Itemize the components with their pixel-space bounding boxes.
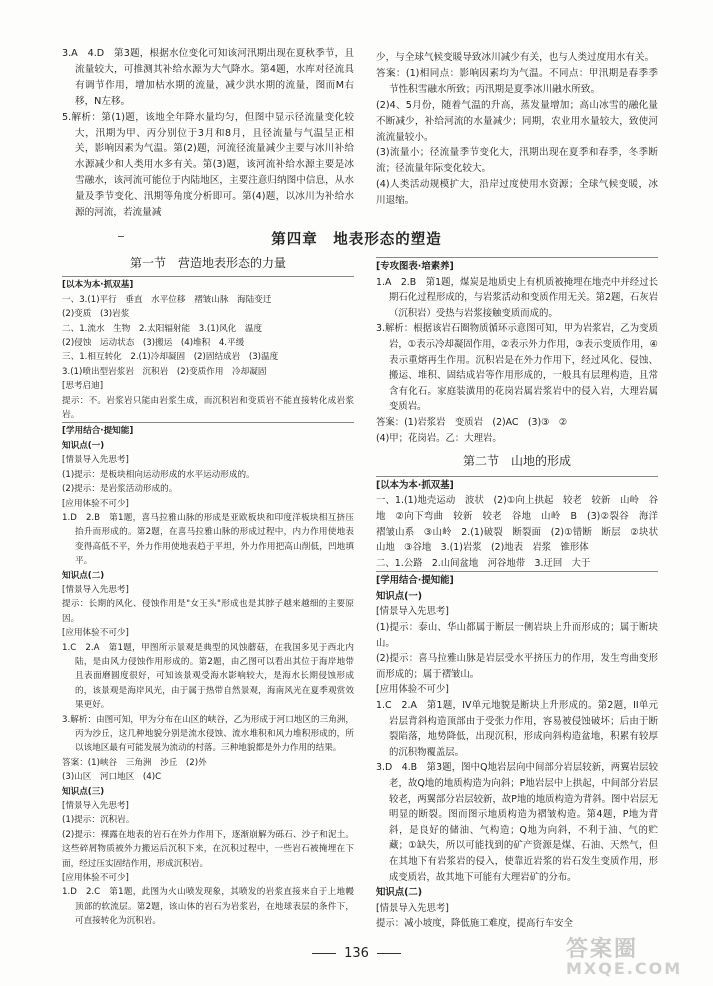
text-line: [以本为本·抓双基]	[62, 276, 354, 292]
text-line: [以本为本·抓双基]	[376, 476, 658, 494]
left-column-top	[62, 46, 354, 221]
watermark-logo: 答案圈	[566, 937, 639, 962]
text-line: 答案：(1)岩浆岩 变质岩 (2)AC (3)③ ②	[376, 416, 568, 428]
chapter-title: 第四章 地表形态的塑造	[271, 232, 442, 248]
text-line: 少，与全球气候变暖导致冰川减少有关，也与人类过度用水有关。	[376, 52, 655, 63]
text-line: 提示：长期的风化、侵蚀作用是"女王头"形成也是其脖子越来越细的主要原因。	[62, 599, 354, 624]
text-line: [情景导入先思考]	[62, 801, 129, 812]
text-line: [情景导入先思考]	[62, 455, 129, 466]
text-line: 二、1.流水 生物 2.太阳辐射能 3.(1)风化 温度	[62, 323, 263, 334]
text-line: 答案：(1)峡谷 三角洲 沙丘 (2)外	[62, 757, 207, 768]
text-line: 知识点(三)	[62, 786, 105, 797]
text-line: 一、1.(1)地壳运动 波状 (2)①向上拱起 较老 较新 山岭 谷地 ②向下弯曲 较新 较老 谷地 山岭 B (3)②裂谷 海洋 褶皱山系 ③山岭 2.(1)破裂 断裂面 (2)①错断 断层 ②块状山地 ③谷地 3.(1)岩浆 (2)地表 岩浆 锥形体	[376, 495, 668, 554]
text-line: (4)人类活动规模扩大，沿岸过度使用水资源；全球气候变暖，冰川退缩。	[376, 179, 658, 207]
text-line: 提示：减小坡度，降低施工难度，提高行车安全	[376, 918, 573, 930]
text-line: 答案：(1)相同点：影响因素均为气温。不同点：甲汛期是春季季节性积雪融水所致；丙汛期是夏季冰川融水所致。	[376, 67, 658, 95]
text-line: (2)变质 (3)岩浆	[62, 309, 130, 320]
left-column-bottom	[62, 248, 354, 929]
text-line: 1.D 2.B 第1题，喜马拉雅山脉的形成是亚欧板块和印度洋板块相互挤压抬升而形成的。第2题，在喜马拉雅山脉的形成过程中，内力作用使地表变得高低不平，外力作用使地表趋于平坦，外力作用把高山削低，凹地填平。	[62, 512, 354, 567]
right-column-top	[376, 50, 658, 209]
text-line: [学用结合·提知能]	[376, 571, 658, 589]
text-line: 一、3.(1)平行 垂直 水平位移 褶皱山脉 海陆变迁	[62, 294, 272, 305]
text-line: 1.C 2.A 第1题，IV单元地貌是断块上升形成的。第2题，II单元岩层背斜构造顶部由于受张力作用，容易被侵蚀破坏；后由于断裂陷落，地势降低，出现沉积，形成向斜构造盆地，积累有较厚的沉积物覆盖层。	[376, 700, 658, 758]
text-line: (2)提示：裸露在地表的岩石在外力作用下，逐渐崩解为砾石、沙子和泥土。这些碎屑物质被外力搬运后沉积下来，在沉积过程中，一些岩石被掩埋在下面，经过压实固结作用，形成沉积岩。	[62, 829, 354, 869]
text-line: (2)提示：是岩浆活动形成的。	[62, 484, 178, 495]
page-number-dash-right	[377, 953, 401, 954]
text-line: [应用体验不可少]	[376, 684, 449, 696]
text-line: 知识点(一)	[376, 590, 423, 602]
text-line: 二、1.公路 2.山间盆地 河谷地带 3.迂回 大于	[376, 557, 591, 569]
text-line: 知识点(一)	[62, 440, 105, 451]
watermark	[566, 932, 694, 980]
text-line: (2)4、5月份，随着气温的升高，蒸发量增加；高山冰雪的融化量不断减少，补给河流的水量减少；同期，农业用水量较大，致使河流流量较小。	[376, 99, 658, 143]
right-column-bottom	[376, 257, 668, 932]
text-line: 5.解析：第(1)题，该地全年降水量均匀，但图中显示径流量变化较大，汛期为甲、丙分别位于3月和8月，且径流量与气温呈正相关，影响因素为气温。第(2)题，河流径流量减少主要与冰川补给水源减少和人类用水多有关。第(3)题，该河流补给水源主要是冰雪融水，该河流可能位于内陆地区，主要注意归纳图中信息，从水量及季节变化、汛期等角度分析即可。第(4)题，以冰川为补给水源的河流，若流量减	[62, 111, 354, 219]
text-line: (2)提示：喜马拉雅山脉是岩层受水平挤压力的作用，发生弯曲变形而形成的；属于褶皱山。	[376, 653, 658, 680]
text-line: (2)侵蚀 运动状态 (3)搬运 (4)堆积 4.平缓	[62, 338, 245, 349]
text-line: 3.解析：根据该岩石圈物质循环示意图可知，甲为岩浆岩，乙为变质岩，①表示冷却凝固作用，②表示外力作用，③表示变质作用，④表示重熔再生作用。沉积岩是在外力作用下，经过风化、侵蚀、搬运、堆积、固结成岩等作用形成的，一般具有层理构造，且常含有化石。家庭装潢用的花岗岩属岩浆岩中的侵入岩，大理岩属变质岩。	[376, 323, 658, 413]
page-number-dash-left	[312, 953, 336, 954]
text-line: (3)流量小；径流量季节变化大，汛期出现在夏季和春季，冬季断流；径流量年际变化较大。	[376, 147, 658, 175]
text-line: [情景导入先思考]	[376, 606, 449, 618]
text-line: [思考启迪]	[62, 381, 104, 392]
text-line: [学用结合·提知能]	[62, 422, 354, 438]
text-line: [情景导入先思考]	[62, 584, 129, 595]
text-line: [情景导入先思考]	[376, 902, 449, 914]
text-line: (1)提示：是板块相向运动形成的水平运动形成的。	[62, 469, 255, 480]
text-line: (1)提示：泰山、华山都属于断层一侧岩块上升而形成的；属于断块山。	[376, 622, 658, 649]
text-line: [应用体验不可少]	[62, 873, 129, 884]
text-line: 1.C 2.A 第1题，甲图所示景观是典型的风蚀蘑菇，在我国多见于西北内陆，是由风力侵蚀作用形成的。第2题，由乙图可以看出其位于海岸地带且表面磨圆度很好，可知该景观受海水影响较大，是海水长期侵蚀形成的，该景观是海岸风光，由于属于热带自然景观，海南风光在夏季观赏效果更好。	[62, 642, 354, 711]
text-line: 1.D 2.C 第1题，此图为火山喷发现象，其喷发的岩浆直接来自于上地幔顶部的软流层。第2题，该山体的岩石为岩浆岩，在地球表层的条件下，可直接转化为沉积岩。	[62, 887, 354, 927]
section-title-2: 第二节 山地的形成	[462, 454, 571, 469]
text-line: (3)山区 河口地区 (4)C	[62, 772, 162, 783]
text-line: [专攻图表·培素养]	[376, 257, 658, 275]
text-line: (4)甲；花岗岩。乙：大理岩。	[376, 432, 502, 444]
text-line: 提示：不。岩浆岩只能由岩浆生成，而沉积岩和变质岩不能直接转化成岩浆岩。	[62, 395, 354, 421]
page-number-text: 136	[344, 946, 369, 961]
text-line: [应用体验不可少]	[62, 498, 129, 509]
text-line: [应用体验不可少]	[62, 628, 129, 639]
text-line: 3.A 4.D 第3题，根据水位变化可知该河汛期出现在夏秋季节，且流量较大，可推测其补给水源为大气降水。第4题，水库对径流具有调节作用，增加枯水期的流量，减少洪水期的流量，图而M右移，N左移。	[62, 48, 354, 107]
watermark-url: MXQE.COM	[566, 959, 683, 978]
text-line: 3.D 4.B 第3题，图中Q地岩层向中间部分岩层较新，两翼岩层较老，故Q地的地质构造为向斜；P地岩层中上拱起，中间部分岩层较老，两翼部分岩层较新，故P地的地质构造为背斜。图中岩层无明显的断裂。图而图示地质构造为褶皱构造。第4题，P地为背斜，是良好的储油、气构造；Q地为向斜，不利于油、气的贮藏；①缺失，所以可能找到的矿产资源是煤、石油、天然气，但在其地下有岩浆岩的侵入，使靠近岩浆的岩石发生变质作用，形成变质岩，故其地下可能有大理岩矿的分布。	[376, 762, 658, 883]
text-line: 3.解析：由图可知，甲为分布在山区的峡谷，乙为形成于河口地区的三角洲，丙为沙丘，这几种地貌分别是流水侵蚀、流水堆积和风力堆积形成的，所以该地区最有可能发展为流动的村落。三种地貌都是外力作用的结果。	[62, 714, 354, 754]
text-line: (1)提示：沉积岩。	[62, 815, 135, 826]
text-line: 3.(1)喷出型岩浆岩 沉积岩 (2)变质作用 冷却凝固	[62, 366, 267, 377]
text-line: 知识点(二)	[62, 570, 105, 581]
text-line: 知识点(二)	[376, 887, 423, 899]
text-line: 三、1.相互转化 2.(1)冷却凝固 (2)固结成岩 (3)温度	[62, 352, 279, 363]
section-title-1: 第一节 营造地表形态的力量	[129, 256, 286, 270]
text-line: 1.A 2.B 第1题，煤炭是地质史上有机质被掩埋在地壳中并经过长期石化过程形成的，与岩浆活动和变质作用无关。第2题，石灰岩（沉积岩）受热与岩浆接触变质而成的。	[376, 276, 658, 319]
